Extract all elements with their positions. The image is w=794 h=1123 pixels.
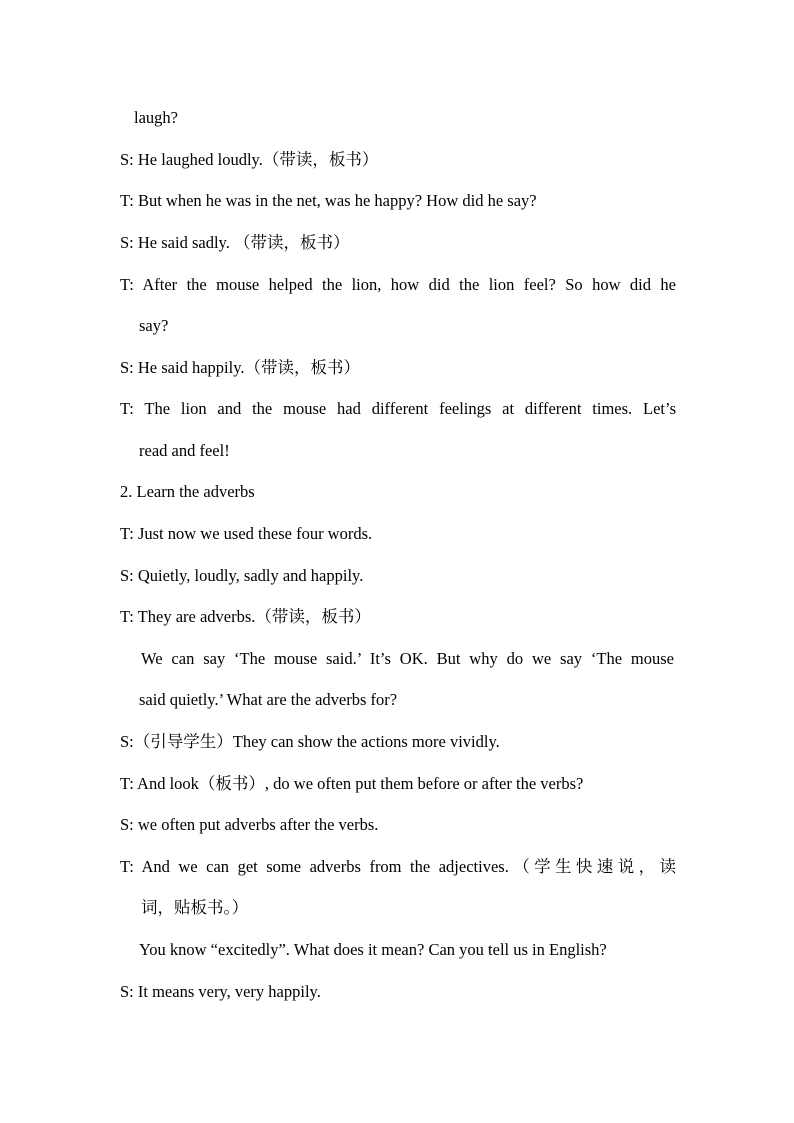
text-line: say? — [139, 316, 169, 335]
text-line: S: we often put adverbs after the verbs. — [120, 815, 379, 834]
text-line: 词，贴板书。） — [141, 898, 249, 917]
text-line: You know “excitedly”. What does it mean? Can you tell us in English? — [139, 940, 607, 959]
text-line: S: He laughed loudly.（带读，板书） — [120, 150, 379, 169]
section-heading: 2. Learn the adverbs — [120, 482, 255, 501]
text-line: T: Just now we used these four words. — [120, 524, 373, 543]
text-line: T: And we can get some adverbs from the adjectives.（学生快速说，读 — [120, 857, 676, 876]
text-line: T: After the mouse helped the lion, how did the lion feel? So how did he — [120, 275, 676, 294]
text-line: S: Quietly, loudly, sadly and happily. — [120, 566, 364, 585]
text-line: T: And look（板书）, do we often put them before or after the verbs? — [120, 774, 584, 793]
text-line: We can say ‘The mouse said.’ It’s OK. But why do we say ‘The mouse — [141, 649, 674, 668]
text-line: T: But when he was in the net, was he happy? How did he say? — [120, 191, 537, 210]
text-line: S: He said sadly. （带读，板书） — [120, 233, 350, 252]
text-line: S: It means very, very happily. — [120, 982, 321, 1001]
text-line: S:（引导学生）They can show the actions more vividly. — [120, 732, 500, 751]
text-line: said quietly.’ What are the adverbs for? — [139, 690, 398, 709]
text-line: S: He said happily.（带读，板书） — [120, 358, 360, 377]
text-line: T: The lion and the mouse had different feelings at different times. Let’s — [120, 399, 676, 418]
text-line: T: They are adverbs.（带读，板书） — [120, 607, 371, 626]
text-line: read and feel! — [139, 441, 230, 460]
text-line: laugh? — [134, 108, 178, 127]
